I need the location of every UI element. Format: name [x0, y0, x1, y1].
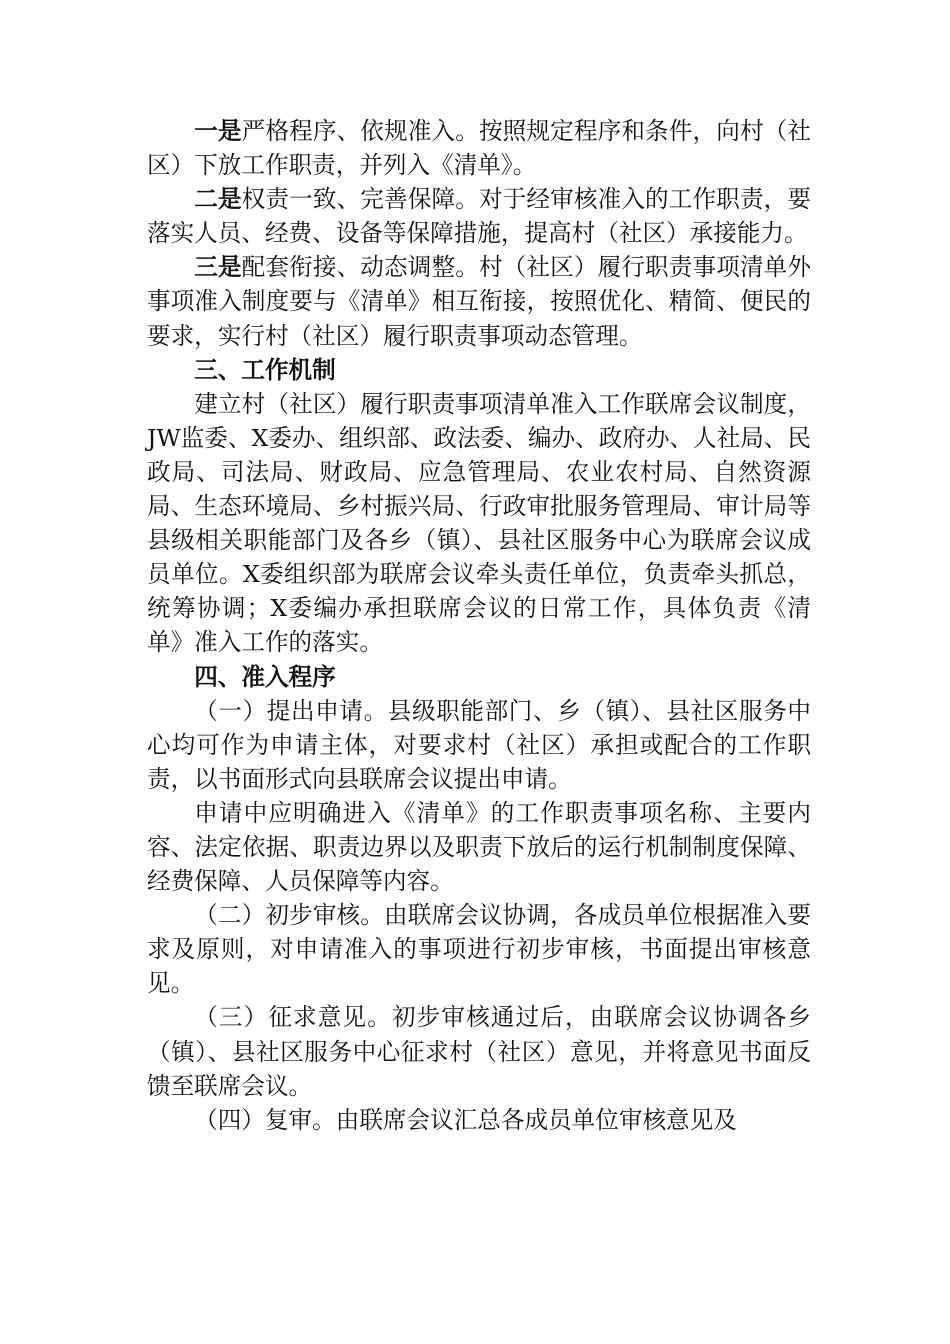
step-body: 由联席会议汇总各成员单位审核意见及 [335, 1105, 737, 1134]
paragraph-body: 配套衔接、动态调整。村（社区）履行职责事项清单外事项准入制度要与《清单》相互衔接，按照优化、精简、便民的要求，实行村（社区）履行职责事项动态管理。 [147, 253, 812, 350]
principle-paragraph-2 [147, 182, 811, 250]
procedure-step-2 [147, 898, 811, 1000]
step-lead: （一）提出申请。 [194, 696, 388, 725]
step-lead: （二）初步审核。 [194, 901, 385, 930]
paragraph-lead: 二是 [194, 185, 242, 214]
procedure-step-3 [147, 1000, 811, 1102]
step-body: 由联席会议协调，各成员单位根据准入要求及原则，对申请准入的事项进行初步审核，书面提出审核意见。 [147, 901, 812, 998]
paragraph-lead: 一是 [194, 117, 242, 145]
procedure-step-1-detail [147, 796, 811, 898]
principle-paragraph-3 [147, 250, 811, 352]
procedure-step-4 [147, 1103, 811, 1137]
paragraph-body: 严格程序、依规准入。按照规定程序和条件，向村（社区）下放工作职责，并列入《清单》。 [147, 117, 812, 180]
principle-paragraph-1 [147, 114, 811, 182]
procedure-step-1 [147, 694, 811, 796]
paragraph-lead: 三是 [194, 253, 242, 282]
step-body: 初步审核通过后，由联席会议协调各乡（镇）、县社区服务中心征求村（社区）意见，并将意见书面反馈至联席会议。 [147, 1003, 812, 1100]
step-lead: （三）征求意见。 [194, 1003, 392, 1032]
section-heading-admission-procedure: 四、准入程序 [194, 662, 336, 691]
step-body: 申请中应明确进入《清单》的工作职责事项名称、主要内容、法定依据、职责边界以及职责下放后的运行机制制度保障、经费保障、人员保障等内容。 [147, 798, 811, 896]
document-body [147, 114, 811, 1137]
step-body: 县级职能部门、乡（镇）、县社区服务中心均可作为申请主体，对要求村（社区）承担或配合的工作职责，以书面形式向县联席会议提出申请。 [147, 696, 811, 793]
work-mechanism-paragraph: 建立村（社区）履行职责事项清单准入工作联席会议制度，JW监委、X委办、组织部、政法委、编办、政府办、人社局、民政局、司法局、财政局、应急管理局、农业农村局、自然资源局、生态环境局、乡村振兴局、行政审批服务管理局、审计局等县级相关职能部门及各乡（镇）、县社区服务中心为联席会议成员单位。X委组织部为联席会议牵头责任单位，负责牵头抓总，统筹协调；X委编办承担联席会议的日常工作，具体负责《清单》准入工作的落实。 [147, 389, 811, 657]
paragraph-body: 权责一致、完善保障。对于经审核准入的工作职责，要落实人员、经费、设备等保障措施，提高村（社区）承接能力。 [147, 185, 812, 248]
step-lead: （四）复审。 [194, 1105, 336, 1134]
section-heading-work-mechanism: 三、工作机制 [194, 355, 336, 384]
